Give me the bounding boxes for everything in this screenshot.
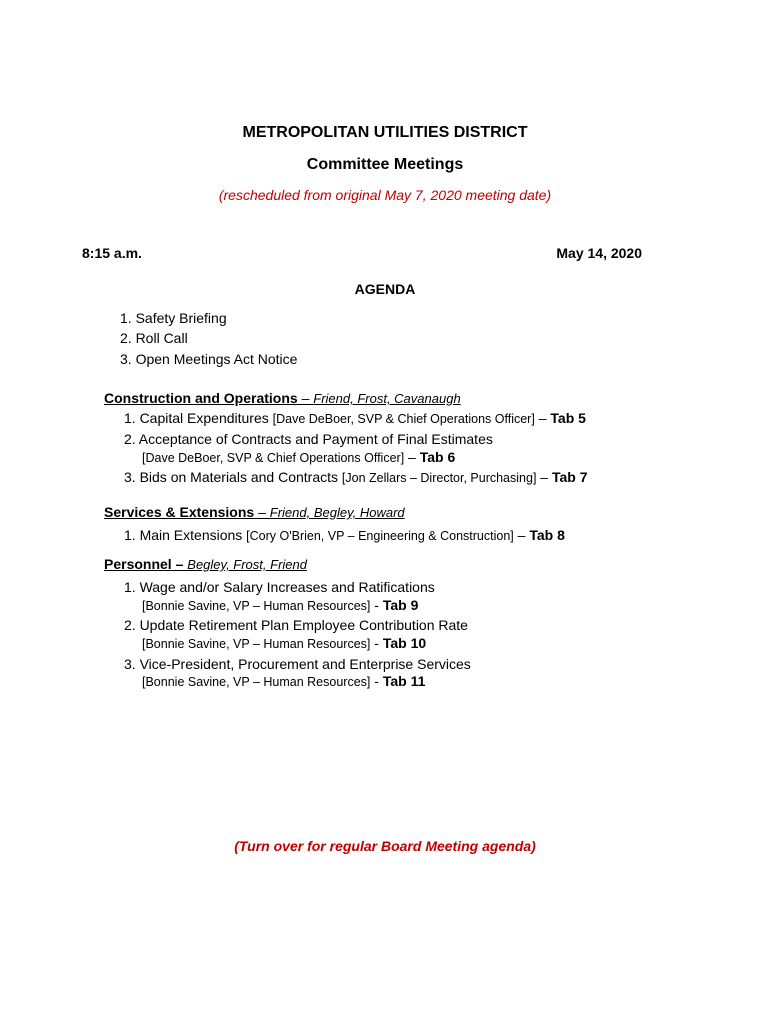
committee-members: Begley, Frost, Friend bbox=[187, 557, 307, 572]
tab-reference: Tab 10 bbox=[382, 635, 427, 651]
tab-reference: Tab 9 bbox=[382, 597, 419, 613]
presenter: [Bonnie Savine, VP – Human Resources] bbox=[142, 637, 371, 651]
agenda-item bbox=[124, 579, 435, 595]
tab-reference: Tab 11 bbox=[382, 673, 426, 689]
tab-reference: Tab 8 bbox=[529, 527, 565, 543]
agenda-item-text: 2. Acceptance of Contracts and Payment of Final Estimates bbox=[124, 431, 493, 447]
list-item: 3. Open Meetings Act Notice bbox=[120, 351, 298, 367]
agenda-item-detail bbox=[142, 673, 425, 689]
dash: – bbox=[404, 449, 420, 465]
section-title: Personnel bbox=[104, 556, 172, 572]
tab-reference: Tab 5 bbox=[550, 410, 586, 426]
agenda-item bbox=[124, 431, 493, 447]
list-item: 2. Roll Call bbox=[120, 330, 188, 346]
section-personnel bbox=[104, 556, 307, 572]
meeting-time: 8:15 a.m. bbox=[82, 245, 142, 261]
document-title: METROPOLITAN UTILITIES DISTRICT bbox=[242, 124, 528, 141]
agenda-item bbox=[124, 656, 471, 672]
presenter: [Dave DeBoer, SVP & Chief Operations Officer] bbox=[272, 412, 535, 426]
agenda-heading: AGENDA bbox=[354, 281, 416, 297]
section-services-extensions bbox=[104, 504, 405, 520]
dash: - bbox=[370, 597, 383, 613]
section-title: Services & Extensions bbox=[104, 504, 255, 520]
agenda-item bbox=[124, 469, 588, 485]
tab-reference: Tab 7 bbox=[552, 469, 588, 485]
agenda-item-text: 1. Main Extensions bbox=[124, 527, 247, 543]
committee-members: Friend, Begley, Howard bbox=[269, 505, 405, 520]
reschedule-note: (rescheduled from original May 7, 2020 meeting date) bbox=[218, 187, 552, 203]
agenda-item-text: 1. Wage and/or Salary Increases and Ratifications bbox=[124, 579, 435, 595]
agenda-item-text: 3. Bids on Materials and Contracts bbox=[124, 469, 342, 485]
dash: - bbox=[370, 635, 383, 651]
dash: – bbox=[513, 527, 530, 543]
agenda-item-detail bbox=[142, 449, 455, 465]
agenda-item-text: 2. Update Retirement Plan Employee Contribution Rate bbox=[124, 617, 468, 633]
agenda-item bbox=[124, 527, 565, 543]
agenda-item-detail bbox=[142, 597, 418, 613]
agenda-item-detail bbox=[142, 635, 426, 651]
meeting-date: May 14, 2020 bbox=[556, 245, 642, 261]
presenter: [Bonnie Savine, VP – Human Resources] bbox=[142, 675, 371, 689]
document-subtitle: Committee Meetings bbox=[306, 156, 464, 173]
section-separator: – bbox=[297, 390, 314, 406]
presenter: [Bonnie Savine, VP – Human Resources] bbox=[142, 599, 371, 613]
section-separator: – bbox=[171, 556, 188, 572]
agenda-item-text: 1. Capital Expenditures bbox=[124, 410, 273, 426]
agenda-item bbox=[124, 410, 586, 426]
agenda-item-text: 3. Vice-President, Procurement and Enterprise Services bbox=[124, 656, 471, 672]
list-item: 1. Safety Briefing bbox=[120, 310, 227, 326]
presenter: [Dave DeBoer, SVP & Chief Operations Officer] bbox=[142, 451, 405, 465]
section-construction-operations bbox=[104, 390, 461, 406]
tab-reference: Tab 6 bbox=[419, 449, 456, 465]
presenter: [Cory O'Brien, VP – Engineering & Construction] bbox=[246, 529, 514, 543]
section-separator: – bbox=[254, 504, 270, 520]
section-title: Construction and Operations bbox=[104, 390, 298, 406]
agenda-item bbox=[124, 617, 468, 633]
committee-members: Friend, Frost, Cavanaugh bbox=[313, 391, 461, 406]
presenter: [Jon Zellars – Director, Purchasing] bbox=[341, 471, 537, 485]
dash: - bbox=[370, 673, 383, 689]
dash: – bbox=[536, 469, 552, 485]
turn-over-note: (Turn over for regular Board Meeting agenda) bbox=[234, 838, 536, 854]
dash: – bbox=[534, 410, 551, 426]
